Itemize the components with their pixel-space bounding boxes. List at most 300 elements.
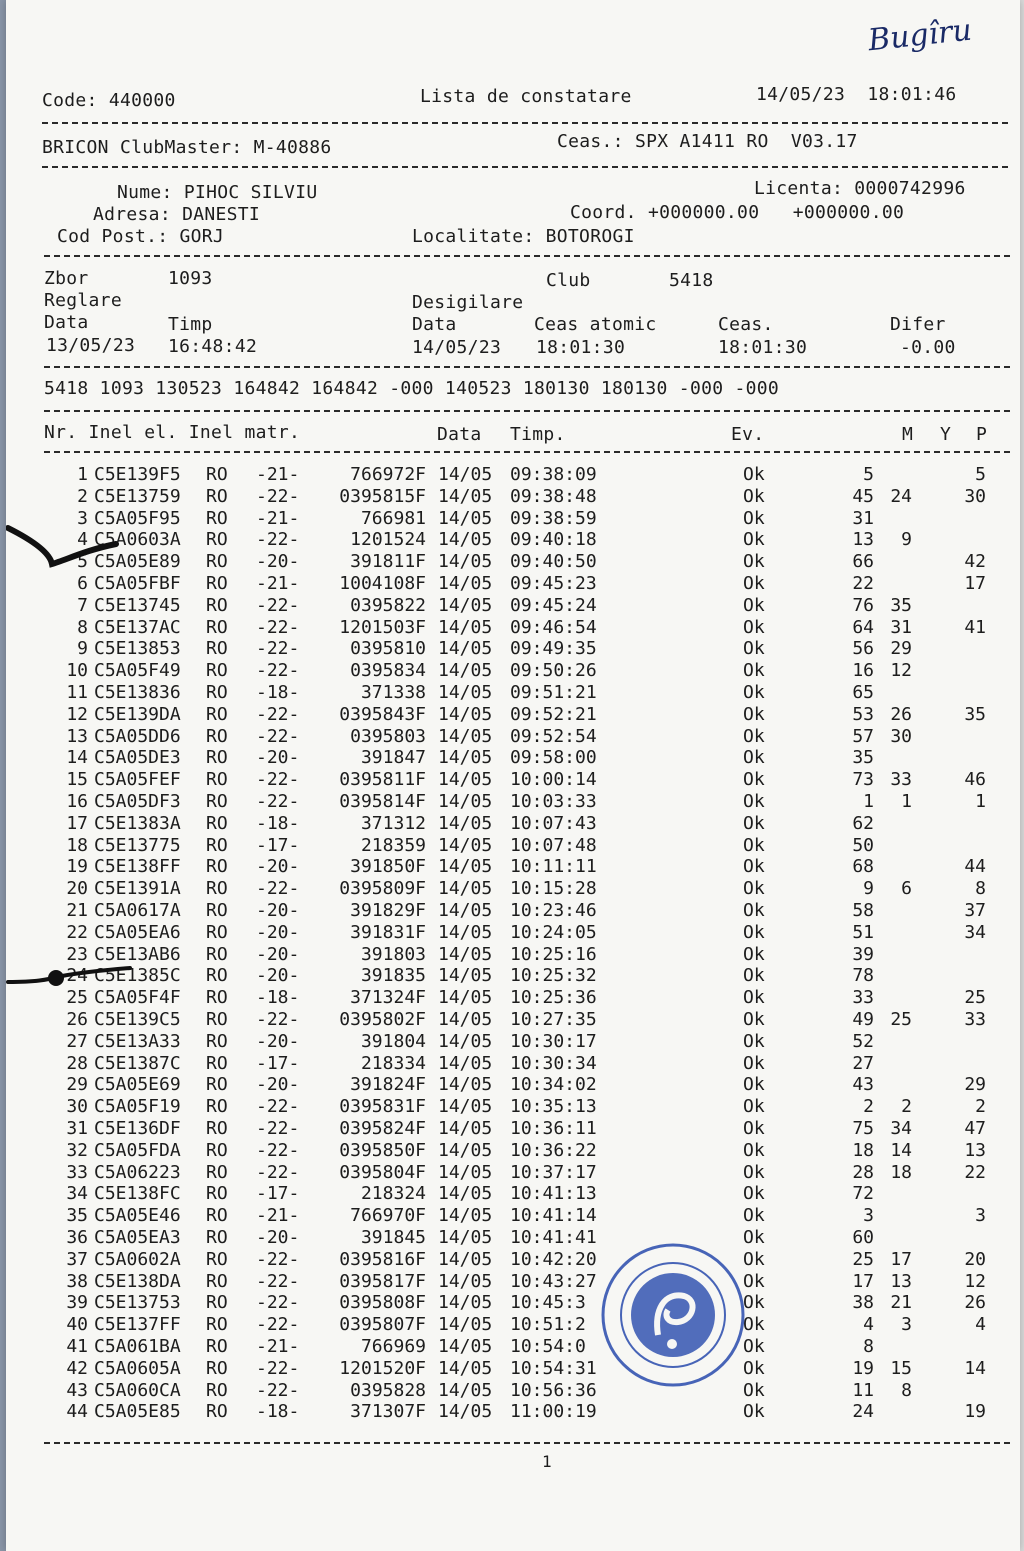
rank-y: 15	[890, 1357, 912, 1379]
table-row	[6, 1358, 1020, 1380]
rank-m: 17	[852, 1270, 874, 1292]
ring-number: 0395804F	[339, 1161, 426, 1183]
ring-year: -22-	[256, 1009, 300, 1030]
divider	[42, 122, 1008, 124]
divider	[44, 451, 1010, 453]
row-number: 24	[66, 965, 88, 987]
rank-y: 8	[901, 1379, 912, 1401]
country-code: RO	[206, 1314, 228, 1336]
arrival-date: 14/05	[438, 551, 493, 573]
row-number: 23	[66, 943, 88, 965]
rank-m: 78	[852, 965, 874, 987]
ring-year: -20-	[256, 856, 300, 878]
row-number: 25	[66, 987, 88, 1009]
row-number: 13	[66, 725, 88, 747]
ring-year: -20-	[256, 921, 300, 943]
arrival-date: 14/05	[438, 573, 493, 594]
country-code: RO	[206, 921, 228, 943]
row-number: 1	[77, 464, 88, 485]
event-status: Ok	[743, 1270, 765, 1292]
arrival-time: 10:41:14	[510, 1205, 597, 1227]
electronic-ring: C5E137FF	[94, 1314, 181, 1336]
divider	[44, 255, 1010, 257]
ring-year: -22-	[256, 703, 300, 725]
set-time-label: Timp	[168, 314, 213, 335]
ring-number: 766981	[360, 507, 426, 529]
arrival-time: 10:03:33	[510, 791, 597, 812]
arrival-date: 14/05	[438, 507, 493, 529]
rank-y: 14	[890, 1139, 912, 1161]
unseal-date-value: 14/05/23	[412, 337, 502, 358]
row-number: 22	[66, 921, 88, 943]
country-code: RO	[206, 529, 228, 551]
electronic-ring: C5E1385C	[94, 965, 181, 987]
electronic-ring: C5E1391A	[94, 878, 181, 900]
ring-year: -22-	[256, 791, 300, 812]
rank-m: 49	[852, 1009, 874, 1030]
electronic-ring: C5A05F49	[94, 660, 181, 682]
table-row	[6, 1118, 1020, 1140]
arrival-date: 14/05	[438, 878, 493, 900]
row-number: 34	[66, 1183, 88, 1205]
electronic-ring: C5A05EA3	[94, 1227, 181, 1248]
event-status: Ok	[743, 682, 765, 703]
rank-m: 5	[863, 464, 874, 485]
country-code: RO	[206, 1292, 228, 1314]
ring-number: 0395843F	[339, 703, 426, 725]
arrival-date: 14/05	[438, 660, 493, 682]
electronic-ring: C5E136DF	[94, 1118, 181, 1139]
arrival-time: 10:35:13	[510, 1096, 597, 1118]
col-header-p: P	[976, 424, 988, 445]
rank-p: 14	[964, 1357, 986, 1379]
arrival-time: 10:24:05	[510, 921, 597, 943]
arrival-time: 10:42:20	[510, 1248, 597, 1270]
event-status: Ok	[743, 1314, 765, 1336]
row-number: 26	[66, 1009, 88, 1030]
row-number: 7	[77, 594, 88, 616]
arrival-date: 14/05	[438, 1227, 493, 1248]
row-number: 42	[66, 1357, 88, 1379]
ring-number: 218359	[360, 834, 426, 856]
rank-p: 8	[975, 878, 986, 900]
rank-p: 47	[964, 1118, 986, 1139]
ring-year: -22-	[256, 1270, 300, 1292]
arrival-time: 10:11:11	[510, 856, 597, 878]
set-time-value: 16:48:42	[168, 336, 258, 357]
country-code: RO	[206, 1183, 228, 1205]
event-status: Ok	[743, 1009, 765, 1030]
country-code: RO	[206, 878, 228, 900]
electronic-ring: C5A05DF3	[94, 791, 181, 812]
table-row	[6, 660, 1020, 682]
country-code: RO	[206, 1161, 228, 1183]
table-row	[6, 1205, 1020, 1227]
arrival-time: 09:52:21	[510, 703, 597, 725]
table-row	[6, 1314, 1020, 1336]
country-code: RO	[206, 1248, 228, 1270]
electronic-ring: C5E139DA	[94, 703, 181, 725]
arrival-date: 14/05	[438, 1183, 493, 1205]
arrival-date: 14/05	[438, 1336, 493, 1357]
arrival-date: 14/05	[438, 725, 493, 747]
rank-m: 11	[852, 1379, 874, 1401]
arrival-date: 14/05	[438, 769, 493, 791]
ring-year: -22-	[256, 1357, 300, 1379]
rank-y: 34	[890, 1118, 912, 1139]
electronic-ring: C5E13AB6	[94, 943, 181, 965]
arrival-date: 14/05	[438, 1314, 493, 1336]
arrival-date: 14/05	[438, 1205, 493, 1227]
country-code: RO	[206, 594, 228, 616]
country-code: RO	[206, 1074, 228, 1096]
ring-year: -22-	[256, 1096, 300, 1118]
rank-m: 2	[863, 1096, 874, 1118]
row-number: 44	[66, 1401, 88, 1423]
owner-address: Adresa: DANESTI	[93, 204, 261, 225]
rank-m: 22	[852, 573, 874, 594]
rank-y: 26	[890, 703, 912, 725]
arrival-date: 14/05	[438, 791, 493, 812]
electronic-ring: C5A05E69	[94, 1074, 181, 1096]
country-code: RO	[206, 1030, 228, 1052]
electronic-ring: C5E13853	[94, 638, 181, 660]
ring-year: -22-	[256, 1292, 300, 1314]
row-number: 15	[66, 769, 88, 791]
rank-p: 4	[975, 1314, 986, 1336]
event-status: Ok	[743, 573, 765, 594]
ring-number: 391829F	[350, 900, 426, 921]
rank-m: 1	[863, 791, 874, 812]
event-status: Ok	[743, 703, 765, 725]
row-number: 36	[66, 1227, 88, 1248]
table-row	[6, 835, 1020, 857]
arrival-time: 10:25:32	[510, 965, 597, 987]
ring-year: -22-	[256, 616, 300, 638]
table-row	[6, 1249, 1020, 1271]
rank-m: 13	[852, 529, 874, 551]
event-status: Ok	[743, 1096, 765, 1118]
table-row	[6, 486, 1020, 508]
arrival-date: 14/05	[438, 747, 493, 769]
ring-year: -22-	[256, 878, 300, 900]
arrival-time: 09:38:48	[510, 485, 597, 507]
country-code: RO	[206, 1052, 228, 1074]
event-status: Ok	[743, 616, 765, 638]
electronic-ring: C5E139F5	[94, 464, 181, 485]
arrival-time: 10:25:16	[510, 943, 597, 965]
electronic-ring: C5E138DA	[94, 1270, 181, 1292]
row-number: 27	[66, 1030, 88, 1052]
ring-year: -20-	[256, 551, 300, 573]
rank-m: 68	[852, 856, 874, 878]
col-header-y: Y	[940, 424, 952, 445]
document-title: Lista de constatare	[420, 86, 632, 107]
divider	[44, 1442, 1010, 1444]
arrival-time: 10:54:0	[510, 1336, 586, 1357]
ring-year: -18-	[256, 987, 300, 1009]
rank-p: 42	[964, 551, 986, 573]
event-status: Ok	[743, 1139, 765, 1161]
electronic-ring: C5A061BA	[94, 1336, 181, 1357]
rank-p: 1	[975, 791, 986, 812]
license-number: Licenta: 0000742996	[754, 178, 966, 199]
rank-m: 72	[852, 1183, 874, 1205]
club-stamp	[598, 1240, 748, 1390]
rank-m: 3	[863, 1205, 874, 1227]
event-status: Ok	[743, 485, 765, 507]
event-status: Ok	[743, 1292, 765, 1314]
row-number: 18	[66, 834, 88, 856]
ring-year: -21-	[256, 1336, 300, 1357]
rank-y: 21	[890, 1292, 912, 1314]
table-row	[6, 1009, 1020, 1031]
event-status: Ok	[743, 769, 765, 791]
rank-p: 46	[964, 769, 986, 791]
row-number: 41	[66, 1336, 88, 1357]
rank-m: 39	[852, 943, 874, 965]
table-row	[6, 682, 1020, 704]
rank-m: 66	[852, 551, 874, 573]
arrival-date: 14/05	[438, 1161, 493, 1183]
ring-number: 0395814F	[339, 791, 426, 812]
ring-year: -22-	[256, 725, 300, 747]
rank-y: 6	[901, 878, 912, 900]
printout-page	[6, 0, 1020, 1551]
table-row	[6, 508, 1020, 530]
row-number: 17	[66, 812, 88, 834]
rank-p: 20	[964, 1248, 986, 1270]
ring-number: 0395807F	[339, 1314, 426, 1336]
table-row	[6, 747, 1020, 769]
event-status: Ok	[743, 507, 765, 529]
electronic-ring: C5A05E89	[94, 551, 181, 573]
arrival-date: 14/05	[438, 1074, 493, 1096]
ring-year: -22-	[256, 638, 300, 660]
rank-y: 29	[890, 638, 912, 660]
country-code: RO	[206, 1118, 228, 1139]
country-code: RO	[206, 965, 228, 987]
electronic-ring: C5E13775	[94, 834, 181, 856]
ring-number: 218324	[360, 1183, 426, 1205]
country-code: RO	[206, 616, 228, 638]
table-row	[6, 464, 1020, 486]
arrival-time: 11:00:19	[510, 1401, 597, 1423]
event-status: Ok	[743, 834, 765, 856]
event-status: Ok	[743, 856, 765, 878]
flight-number: 1093	[168, 268, 213, 289]
arrival-time: 09:50:26	[510, 660, 597, 682]
locality: Localitate: BOTOROGI	[412, 226, 635, 247]
ring-number: 0395810	[350, 638, 426, 660]
arrival-time: 10:23:46	[510, 900, 597, 921]
country-code: RO	[206, 791, 228, 812]
table-row	[6, 987, 1020, 1009]
event-status: Ok	[743, 1118, 765, 1139]
rank-y: 25	[890, 1009, 912, 1030]
row-number: 32	[66, 1139, 88, 1161]
rank-y: 18	[890, 1161, 912, 1183]
country-code: RO	[206, 725, 228, 747]
country-code: RO	[206, 856, 228, 878]
ring-number: 766969	[360, 1336, 426, 1357]
ring-year: -22-	[256, 1161, 300, 1183]
rank-m: 57	[852, 725, 874, 747]
row-number: 9	[77, 638, 88, 660]
event-status: Ok	[743, 1336, 765, 1357]
table-row	[6, 704, 1020, 726]
row-number: 6	[77, 573, 88, 594]
rank-y: 3	[901, 1314, 912, 1336]
ring-year: -22-	[256, 769, 300, 791]
electronic-ring: C5A06223	[94, 1161, 181, 1183]
handwritten-signature: Bugîru	[866, 12, 974, 59]
arrival-date: 14/05	[438, 987, 493, 1009]
country-code: RO	[206, 1270, 228, 1292]
electronic-ring: C5E13759	[94, 485, 181, 507]
ring-number: 0395802F	[339, 1009, 426, 1030]
rank-y: 35	[890, 594, 912, 616]
rank-m: 35	[852, 747, 874, 769]
electronic-ring: C5E13836	[94, 682, 181, 703]
row-number: 3	[77, 507, 88, 529]
arrival-date: 14/05	[438, 594, 493, 616]
event-status: Ok	[743, 965, 765, 987]
country-code: RO	[206, 703, 228, 725]
arrival-time: 10:34:02	[510, 1074, 597, 1096]
arrival-date: 14/05	[438, 1292, 493, 1314]
ring-number: 0395803	[350, 725, 426, 747]
ring-number: 0395811F	[339, 769, 426, 791]
rank-p: 44	[964, 856, 986, 878]
country-code: RO	[206, 660, 228, 682]
table-row	[6, 965, 1020, 987]
row-number: 37	[66, 1248, 88, 1270]
rank-y: 17	[890, 1248, 912, 1270]
rank-p: 19	[964, 1401, 986, 1423]
ring-year: -17-	[256, 1183, 300, 1205]
rank-m: 45	[852, 485, 874, 507]
event-status: Ok	[743, 747, 765, 769]
arrival-time: 10:41:13	[510, 1183, 597, 1205]
arrival-date: 14/05	[438, 616, 493, 638]
arrival-date: 14/05	[438, 1030, 493, 1052]
table-row	[6, 1336, 1020, 1358]
arrival-date: 14/05	[438, 464, 493, 485]
rank-p: 30	[964, 485, 986, 507]
row-number: 35	[66, 1205, 88, 1227]
arrival-time: 10:54:31	[510, 1357, 597, 1379]
country-code: RO	[206, 682, 228, 703]
arrival-time: 10:36:22	[510, 1139, 597, 1161]
rank-m: 27	[852, 1052, 874, 1074]
arrival-time: 10:41:41	[510, 1227, 597, 1248]
ring-year: -17-	[256, 1052, 300, 1074]
ring-year: -20-	[256, 900, 300, 921]
rank-m: 53	[852, 703, 874, 725]
event-status: Ok	[743, 1074, 765, 1096]
col-header-ring: Nr. Inel el. Inel matr.	[44, 422, 301, 443]
electronic-ring: C5A05E85	[94, 1401, 181, 1423]
rank-m: 56	[852, 638, 874, 660]
event-status: Ok	[743, 812, 765, 834]
rank-m: 50	[852, 834, 874, 856]
row-number: 33	[66, 1161, 88, 1183]
rank-y: 12	[890, 660, 912, 682]
electronic-ring: C5A0617A	[94, 900, 181, 921]
rank-m: 76	[852, 594, 874, 616]
arrival-date: 14/05	[438, 856, 493, 878]
ring-year: -22-	[256, 660, 300, 682]
rank-m: 16	[852, 660, 874, 682]
table-row	[6, 1380, 1020, 1402]
arrival-time: 10:36:11	[510, 1118, 597, 1139]
rank-p: 12	[964, 1270, 986, 1292]
table-row	[6, 1227, 1020, 1249]
row-number: 21	[66, 900, 88, 921]
table-row	[6, 595, 1020, 617]
rank-y: 24	[890, 485, 912, 507]
arrival-date: 14/05	[438, 1118, 493, 1139]
country-code: RO	[206, 747, 228, 769]
row-number: 31	[66, 1118, 88, 1139]
divider	[44, 366, 1010, 368]
electronic-ring: C5E138FC	[94, 1183, 181, 1205]
arrival-time: 09:40:50	[510, 551, 597, 573]
event-status: Ok	[743, 1357, 765, 1379]
rank-m: 18	[852, 1139, 874, 1161]
ring-year: -21-	[256, 507, 300, 529]
atomic-clock-label: Ceas atomic	[534, 314, 657, 335]
row-number: 10	[66, 660, 88, 682]
row-number: 16	[66, 791, 88, 812]
owner-postcode: Cod Post.: GORJ	[57, 226, 225, 247]
arrival-date: 14/05	[438, 682, 493, 703]
table-row	[6, 1401, 1020, 1423]
rank-p: 37	[964, 900, 986, 921]
ring-number: 0395834	[350, 660, 426, 682]
ring-number: 0395822	[350, 594, 426, 616]
col-header-date: Data	[437, 424, 482, 445]
table-row	[6, 1162, 1020, 1184]
rank-m: 31	[852, 507, 874, 529]
country-code: RO	[206, 834, 228, 856]
row-number: 8	[77, 616, 88, 638]
arrival-date: 14/05	[438, 1270, 493, 1292]
ring-number: 391824F	[350, 1074, 426, 1096]
summary-line: 5418 1093 130523 164842 164842 -000 140523 180130 180130 -000 -000	[44, 378, 780, 399]
rank-p: 29	[964, 1074, 986, 1096]
rank-p: 3	[975, 1205, 986, 1227]
rank-m: 64	[852, 616, 874, 638]
rank-p: 5	[975, 464, 986, 485]
electronic-ring: C5E13753	[94, 1292, 181, 1314]
event-status: Ok	[743, 1205, 765, 1227]
country-code: RO	[206, 1009, 228, 1030]
arrival-time: 10:45:3	[510, 1292, 586, 1314]
ring-number: 0395824F	[339, 1118, 426, 1139]
rank-m: 19	[852, 1357, 874, 1379]
pen-mark-icon	[6, 962, 136, 992]
arrival-date: 14/05	[438, 900, 493, 921]
rank-m: 43	[852, 1074, 874, 1096]
row-number: 2	[77, 485, 88, 507]
country-code: RO	[206, 943, 228, 965]
ring-year: -22-	[256, 1379, 300, 1401]
table-row	[6, 1271, 1020, 1293]
col-header-event: Ev.	[731, 424, 765, 445]
arrival-date: 14/05	[438, 1139, 493, 1161]
